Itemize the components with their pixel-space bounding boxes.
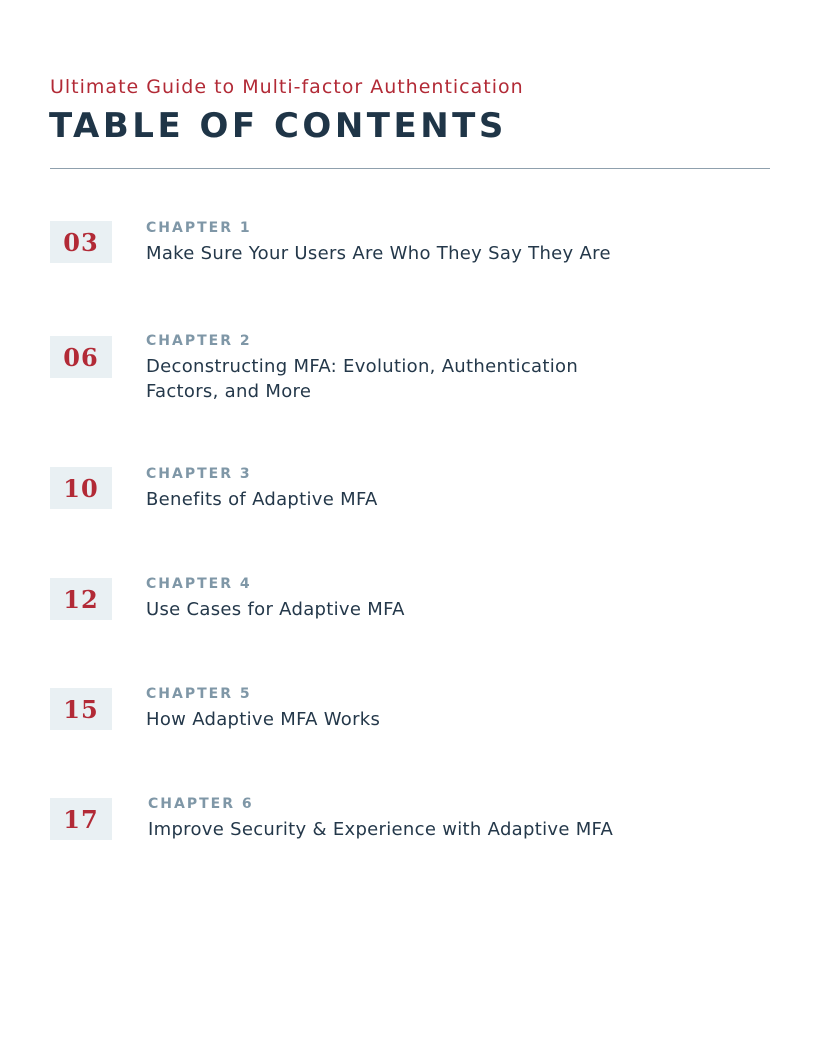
chapter-title: Make Sure Your Users Are Who They Say They Are <box>146 243 611 264</box>
chapter-title: Use Cases for Adaptive MFA <box>146 599 405 620</box>
page-number-box <box>50 467 112 509</box>
chapter-label: CHAPTER 3 <box>146 466 252 482</box>
chapter-label: CHAPTER 2 <box>146 333 252 349</box>
page-number: 17 <box>63 804 99 834</box>
chapter-title: How Adaptive MFA Works <box>146 709 381 730</box>
page-number: 03 <box>63 227 99 257</box>
chapter-label: CHAPTER 1 <box>146 220 252 236</box>
page-number-box <box>50 798 112 840</box>
chapter-label: CHAPTER 4 <box>146 576 252 592</box>
document-subtitle: Ultimate Guide to Multi-factor Authentication <box>50 76 524 98</box>
chapter-title: Improve Security & Experience with Adaptive MFA <box>148 819 614 840</box>
page-number-box <box>50 221 112 263</box>
chapter-label: CHAPTER 6 <box>148 796 254 812</box>
chapter-title: Benefits of Adaptive MFA <box>146 489 378 510</box>
page-number-box <box>50 336 112 378</box>
page-number-box <box>50 688 112 730</box>
title-divider <box>50 168 770 169</box>
page-number: 12 <box>63 584 99 614</box>
page-number: 06 <box>63 342 99 372</box>
page-title: TABLE OF CONTENTS <box>49 106 507 146</box>
page-number-box <box>50 578 112 620</box>
page-number: 15 <box>63 694 99 724</box>
page-number: 10 <box>63 473 99 503</box>
chapter-label: CHAPTER 5 <box>146 686 252 702</box>
chapter-title: Deconstructing MFA: Evolution, Authentication Factors, and More <box>146 356 579 402</box>
